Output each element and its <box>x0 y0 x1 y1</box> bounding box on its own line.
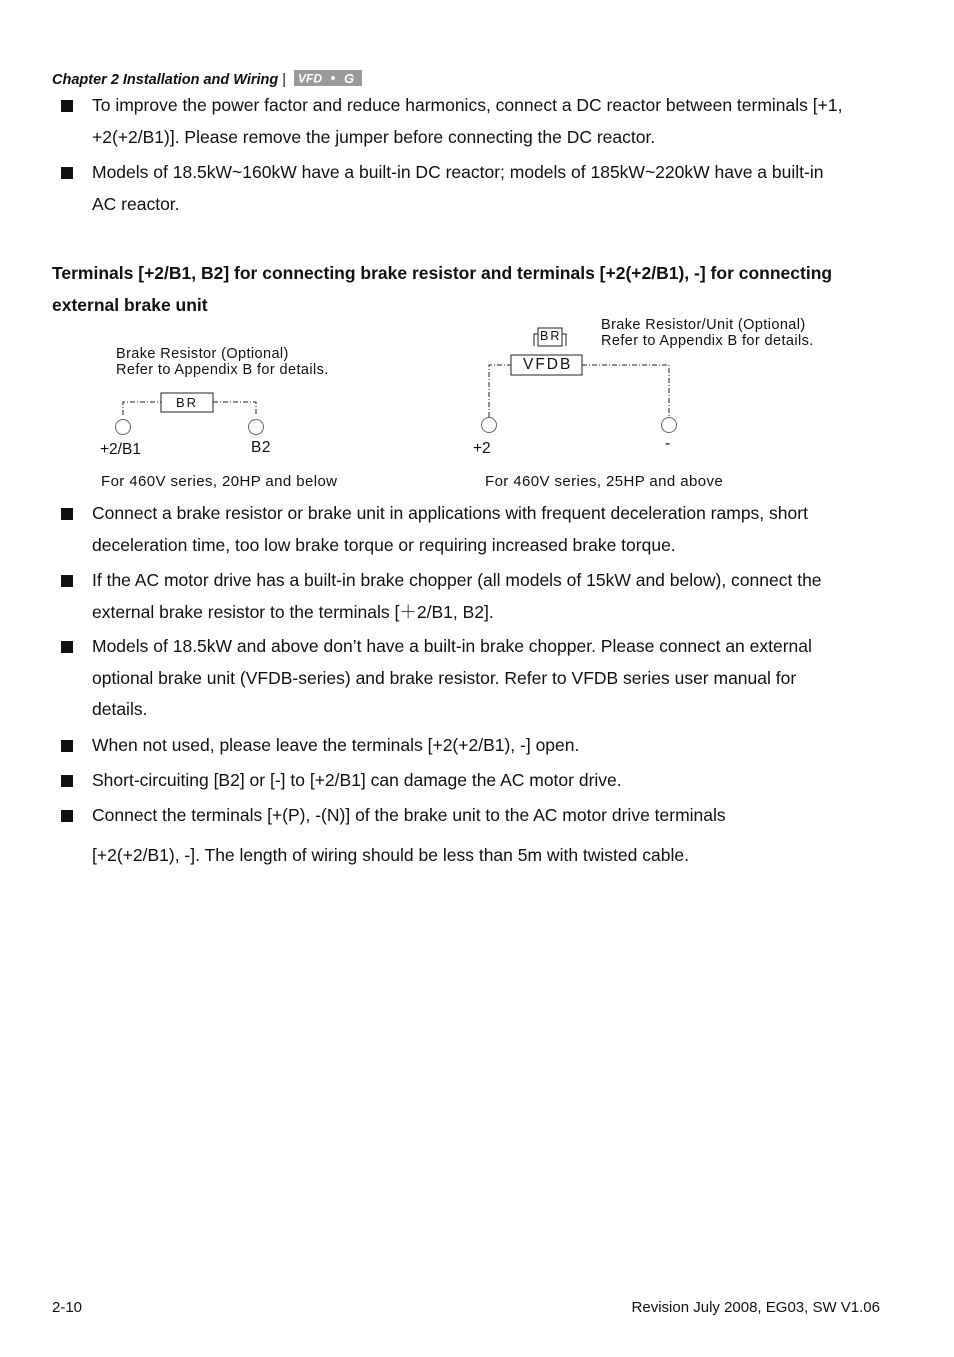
brake-resistor-note <box>116 346 329 378</box>
bullet-line: external brake resistor to the terminals [＋2/B1, B2]. <box>92 601 494 622</box>
bullet-text <box>92 565 822 628</box>
br-label: BR <box>540 329 562 343</box>
bullet-marker <box>61 740 73 752</box>
bullet-line: To improve the power factor and reduce harmonics, connect a DC reactor between terminals [+1, <box>92 95 843 115</box>
bullet-text <box>92 730 579 762</box>
br-label: BR <box>176 395 199 410</box>
bullet-line: optional brake unit (VFDB-series) and brake resistor. Refer to VFDB series user manual for <box>92 667 797 688</box>
svg-text:G: G <box>344 71 355 86</box>
revision-info: Revision July 2008, EG03, SW V1.06 <box>631 1299 880 1316</box>
bullet-marker <box>61 641 73 653</box>
bullet-marker <box>61 575 73 587</box>
terminal-plus2-circle <box>482 418 497 433</box>
bullet-line: +2(+2/B1)]. Please remove the jumper before connecting the DC reactor. <box>92 126 656 147</box>
bullet-line: When not used, please leave the terminals [+2(+2/B1), -] open. <box>92 735 580 755</box>
svg-text:VFD: VFD <box>298 71 323 86</box>
bullet-text <box>92 765 622 797</box>
terminal-b2-circle <box>249 420 264 435</box>
bullet-line: Connect a brake resistor or brake unit in applications with frequent deceleration ramps, short <box>92 503 808 523</box>
note-line: Refer to Appendix B for details. <box>116 362 329 378</box>
heading-line: external brake unit <box>52 295 208 315</box>
bullet-marker <box>61 775 73 787</box>
terminal-minus-circle <box>662 418 677 433</box>
terminal-plus2-label: +2 <box>473 440 491 457</box>
note-line: Brake Resistor/Unit (Optional) <box>601 317 806 333</box>
chapter-title: Chapter 2 Installation and Wiring <box>52 72 279 88</box>
bullet-line: AC reactor. <box>92 193 180 214</box>
note-line: Refer to Appendix B for details. <box>601 333 814 349</box>
bullet-line: deceleration time, too low brake torque or requiring increased brake torque. <box>92 534 676 555</box>
bullet-marker <box>61 810 73 822</box>
bullet-line: Models of 18.5kW~160kW have a built-in DC reactor; models of 185kW~220kW have a built-in <box>92 162 824 182</box>
brake-unit-note <box>601 317 814 349</box>
bullet-line: Connect the terminals [+(P), -(N)] of the brake unit to the AC motor drive terminals <box>92 805 726 825</box>
header-separator: | <box>282 72 287 88</box>
bullet-marker <box>61 508 73 520</box>
vfdb-label: VFDB <box>523 356 573 373</box>
brake-wiring-diagram <box>0 0 954 500</box>
bullet-text <box>92 631 812 726</box>
bullet-line: Models of 18.5kW and above don’t have a built-in brake chopper. Please connect an external <box>92 636 812 656</box>
bullet-line: Short-circuiting [B2] or [-] to [+2/B1] can damage the AC motor drive. <box>92 770 622 790</box>
note-line: Brake Resistor (Optional) <box>116 346 289 362</box>
bullet-text <box>92 498 808 561</box>
bullet-text <box>92 800 726 874</box>
terminal-b2-label: B2 <box>251 439 271 456</box>
terminal-b1-label: +2/B1 <box>100 441 141 458</box>
bullet-line: [+2(+2/B1), -]. The length of wiring should be less than 5m with twisted cable. <box>92 844 689 865</box>
bullet-line: details. <box>92 699 148 719</box>
diagram-caption-right: For 460V series, 25HP and above <box>485 473 724 490</box>
terminal-minus-label: - <box>665 435 671 452</box>
terminal-b1-circle <box>116 420 131 435</box>
diagram-caption-left: For 460V series, 20HP and below <box>101 473 338 490</box>
heading-line: Terminals [+2/B1, B2] for connecting brake resistor and terminals [+2(+2/B1), -] for connecting <box>52 263 833 283</box>
bullet-line: If the AC motor drive has a built-in brake chopper (all models of 15kW and below), connect the <box>92 570 822 590</box>
page-number: 2-10 <box>52 1299 83 1316</box>
